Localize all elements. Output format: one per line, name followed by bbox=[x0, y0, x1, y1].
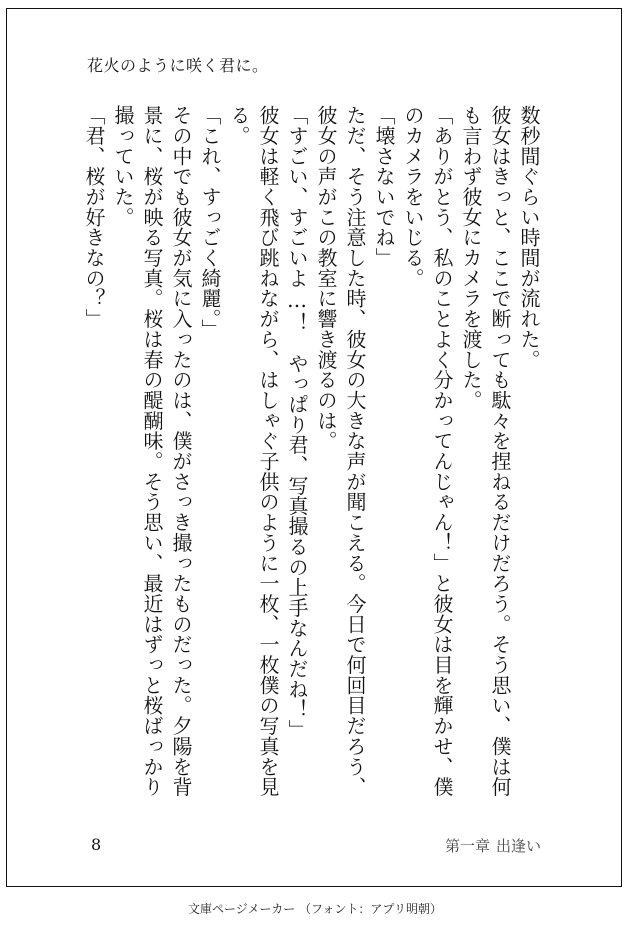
paragraph: 「ありがとう、私のことよく分かってんじゃん！」と彼女は目を輝かせ、僕のカメラをいじる。 bbox=[401, 105, 454, 797]
paragraph: その中でも彼女が気に入ったのは、僕がさっき撮ったものだった。夕陽を背景に、桜が映る写真。桜は春の醍醐味。そう思い、最近はずっと桜ばっかり撮っていた。 bbox=[111, 105, 193, 797]
page-number: 8 bbox=[91, 835, 102, 854]
chapter-name: 出逢い bbox=[495, 837, 541, 855]
body-text bbox=[73, 105, 543, 805]
paragraph: 「壊さないでね」 bbox=[372, 105, 396, 268]
book-title: 花火のように咲く君に。 bbox=[87, 56, 269, 75]
paragraph: 数秒間ぐらい時間が流れた。 bbox=[517, 105, 541, 370]
chapter-number: 第一章 bbox=[444, 837, 490, 855]
credit-footer: 文庫ページメーカー （フォント：アプリ明朝） bbox=[188, 902, 442, 916]
page-frame bbox=[6, 8, 622, 887]
chapter-title bbox=[445, 835, 541, 856]
paragraph: 「君、桜が好きなの？」 bbox=[82, 105, 106, 329]
paragraph: 「すごい、すごいよ…！ やっぱり君、写真撮るの上手なんだね！」 bbox=[285, 105, 309, 740]
paragraph: 彼女はきっと、ここで断っても駄々を捏ねるだけだろう。そう思い、僕は何も言わず彼女にカメラを渡した。 bbox=[459, 105, 512, 797]
paragraph: 彼女は軽く飛び跳ねながら、はしゃぐ子供のように一枚、一枚僕の写真を見る。 bbox=[227, 105, 280, 797]
paragraph: ただ、そう注意した時、彼女の大きな声が聞こえる。今日で何回目だろう、彼女の声がこの教室に響き渡るのは。 bbox=[314, 105, 367, 797]
paragraph: 「これ、すっごく綺麗。」 bbox=[198, 105, 222, 340]
